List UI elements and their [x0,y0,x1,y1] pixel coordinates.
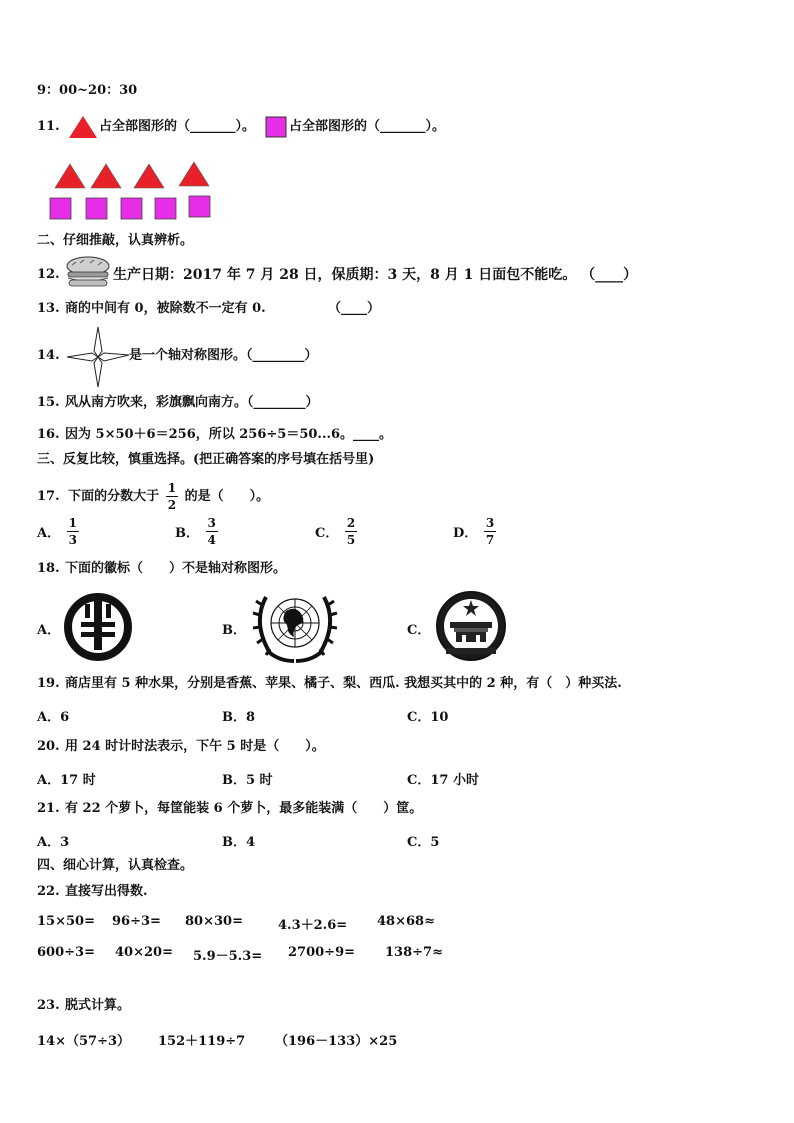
q13-text: 商的中间有 0，被除数不一定有 0. [65,301,266,316]
question-number: 14. [37,348,60,363]
q21-option-a: A．3 [37,835,70,850]
question-number: 15. [37,395,60,410]
q22-calc: 600÷3= [37,945,95,960]
question-number: 12. [37,267,60,282]
q20-option-c: C．17 小时 [407,773,479,788]
question-11 [37,118,446,136]
question-23 [37,997,131,1015]
question-12 [37,266,638,284]
section-4-heading: 四、细心计算，认真检查。 [37,858,194,873]
q21-option-c: C．5 [407,835,440,850]
question-number: 21. [37,801,60,816]
shapes-figure [48,160,218,222]
question-number: 20. [37,739,60,754]
top-time-range: 9：00~20：30 [37,83,138,98]
q17-option-c: C． $\frac{2}{5}$ [315,516,356,547]
q22-calc: 40×20= [115,945,173,960]
q23-expression: （196－133）×25 [275,1034,398,1049]
q11-triangle-blank: 占全部图形的（_______）。 [99,119,256,134]
q22-calc: 96÷3= [112,914,161,929]
q22-calc: 15×50= [37,914,95,929]
q19-option-b: B．8 [222,710,256,725]
q17-option-a: A． $\frac{1}{3}$ [37,516,77,547]
question-15 [37,394,319,412]
bank-logo-icon [63,592,133,662]
q17-option-d: D． $\frac{3}{7}$ [453,516,495,547]
q14-text: 是一个轴对称图形。（________） [129,348,318,363]
q20-option-b: B．5 时 [222,773,273,788]
q22-calc: 2700÷9= [288,945,356,960]
question-19 [37,675,622,693]
square-shape [189,196,210,217]
q22-calc: 4.3＋2.6= [278,918,348,933]
un-emblem-icon [248,585,342,665]
q21-option-b: B．4 [222,835,256,850]
question-13 [37,300,381,318]
q22-text: 直接写出得数. [65,884,148,899]
triangle-shape [134,164,164,188]
square-shape [121,198,142,219]
magenta-square-icon [265,116,287,138]
q22-calc: 48×68≈ [377,914,435,929]
q19-option-c: C．10 [407,710,449,725]
q17-suffix: 的是（ ）。 [184,489,270,504]
question-number: 17. [37,489,60,504]
question-20 [37,738,325,756]
q23-expression: 14×（57÷3） [37,1034,131,1049]
q21-text: 有 22 个萝卜，每筐能装 6 个萝卜，最多能装满（ ）筐。 [65,801,423,816]
square-shape [86,198,107,219]
national-emblem-icon [432,588,510,664]
triangle-shape [55,164,85,188]
q19-text: 商店里有 5 种水果，分别是香蕉、苹果、橘子、梨、西瓜. 我想买其中的 2 种，有（ ）种买法. [65,676,622,691]
question-number: 23. [37,998,60,1013]
section-3-heading: 三、反复比较，慎重选择。(把正确答案的序号填在括号里) [37,452,375,467]
q19-option-a: A．6 [37,710,70,725]
q17-prefix: 下面的分数大于 [68,489,160,504]
question-17 [37,481,270,512]
q17-option-b: B． $\frac{3}{4}$ [175,516,216,547]
q13-blank: （____） [328,301,381,316]
question-22 [37,883,148,901]
q18-option-b: B． [222,623,246,638]
question-16 [37,426,393,444]
q23-text: 脱式计算。 [65,998,131,1013]
q20-text: 用 24 时计时法表示，下午 5 时是（ ）。 [65,739,325,754]
red-triangle-icon [68,115,98,139]
q18-text: 下面的徽标（ ）不是轴对称图形。 [65,561,287,576]
question-14 [37,347,318,365]
fraction-one-half: $\frac{1}{2}$ [167,481,177,512]
triangle-shape [91,164,121,188]
question-number: 22. [37,884,60,899]
square-shape [155,198,176,219]
question-18 [37,560,287,578]
q16-text: 因为 5×50＋6＝256，所以 256÷5＝50...6。____。 [65,427,393,442]
pinwheel-figure [65,325,131,389]
q20-option-a: A．17 时 [37,773,96,788]
triangle-shape [179,162,209,186]
question-number: 16. [37,427,60,442]
q18-option-c: C． [407,623,431,638]
q22-calc: 5.9－5.3= [193,949,263,964]
q22-calc: 138÷7≈ [385,945,443,960]
bread-icon [64,255,112,289]
q22-calc: 80×30= [185,914,243,929]
section-2-heading: 二、仔细推敲，认真辨析。 [37,233,194,248]
question-number: 13. [37,301,60,316]
q12-text: 生产日期：2017 年 7 月 28 日，保质期：3 天，8 月 1 日面包不能吃。 （____） [113,267,638,283]
q23-expression: 152＋119÷7 [158,1034,246,1049]
question-number: 11. [37,119,60,134]
question-number: 19. [37,676,60,691]
question-21 [37,800,423,818]
question-number: 18. [37,561,60,576]
q18-option-a: A． [37,623,61,638]
square-shape [50,198,71,219]
q15-text: 风从南方吹来，彩旗飘向南方。（________） [65,395,319,410]
q11-square-blank: 占全部图形的（_______）。 [289,119,446,134]
